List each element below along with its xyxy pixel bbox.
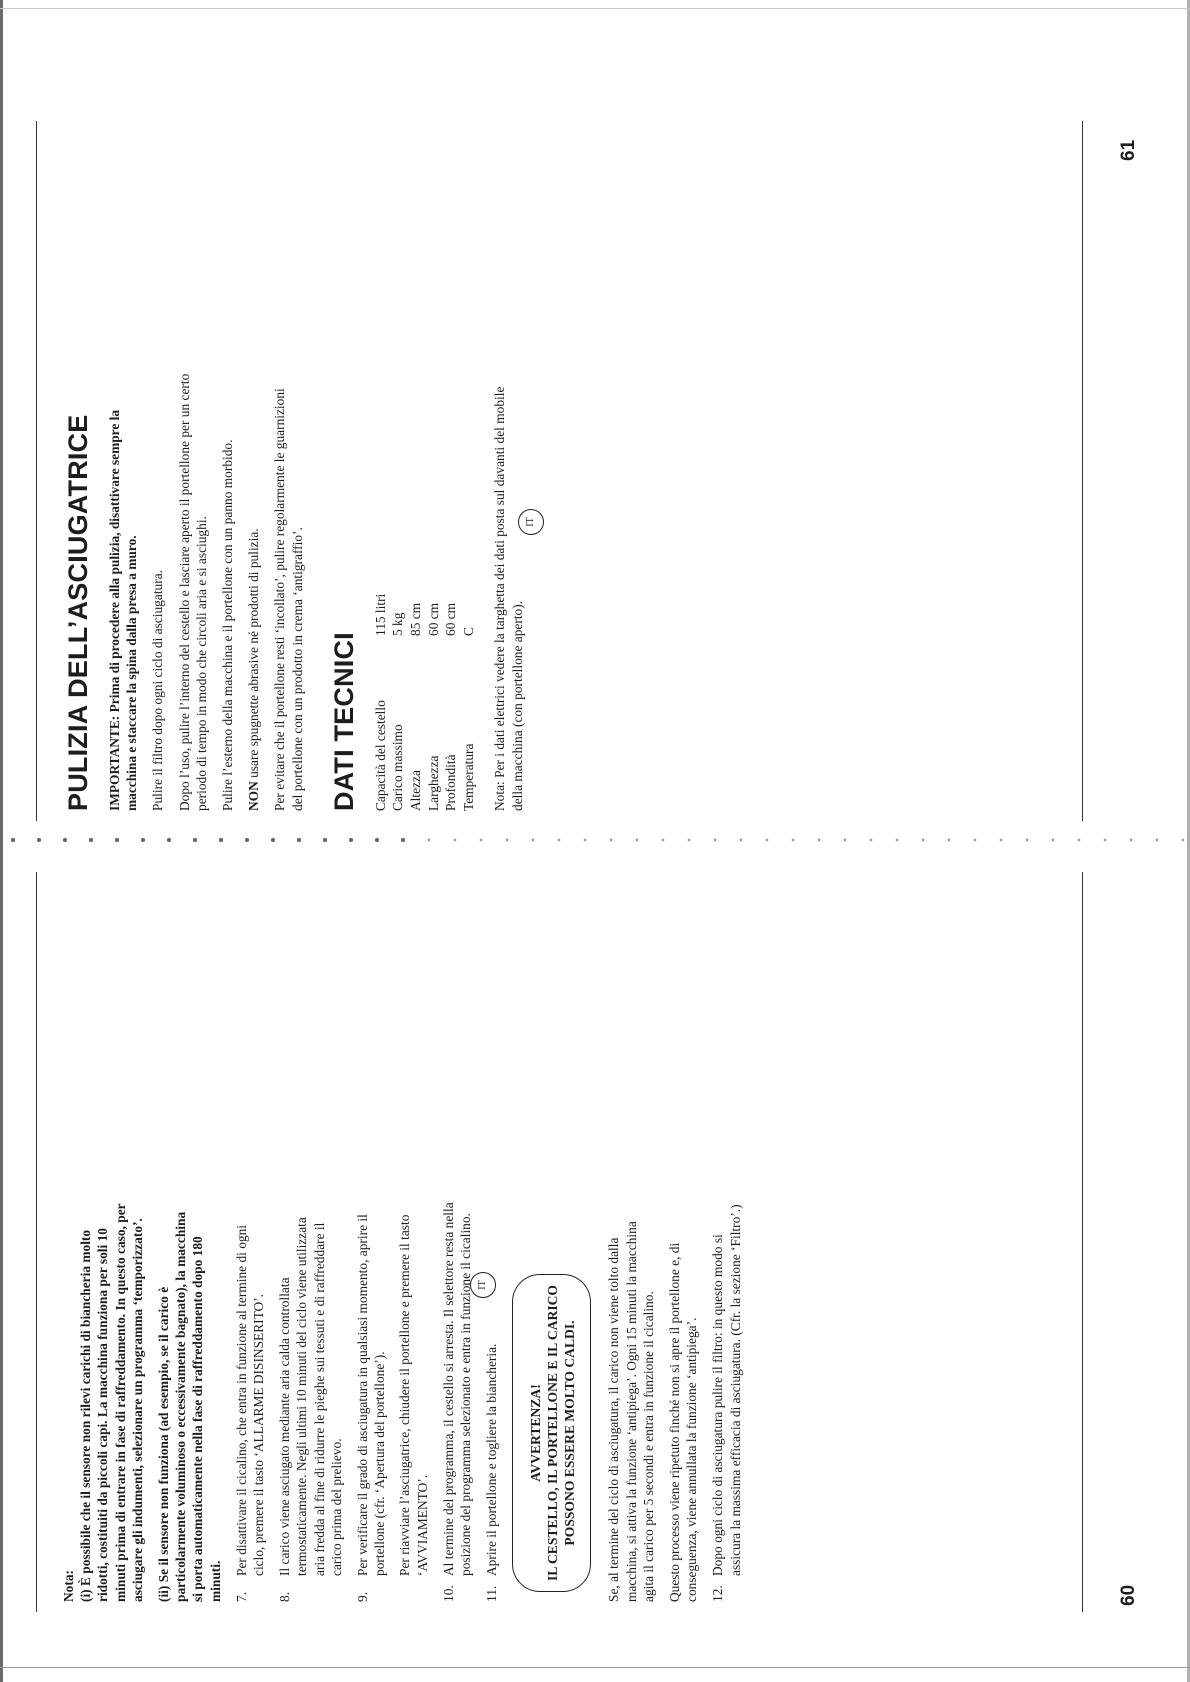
spec-label: Larghezza: [425, 755, 441, 811]
tech-table: [372, 594, 478, 811]
list-item: [709, 1202, 743, 1602]
warning-rest: usare spugnette abrasive né prodotti di pulizia.: [246, 528, 262, 782]
left-column: [60, 1202, 753, 1602]
bottom-rule: [1082, 872, 1083, 1612]
cleaning-heading: PULIZIA DELL’ASCIUGATRICE: [63, 414, 93, 811]
antipiega-text-2: Questo processo viene ripetuto finché non si apre il portellone e, di conseguenza, viene annullata la funzione ‘antipiega’.: [667, 1242, 700, 1602]
language-badge: IT: [518, 509, 544, 535]
warning-bold: NON: [246, 781, 262, 811]
antipiega-text-1: Se, al termine del ciclo di asciugatura, il carico non viene tolto dalla macchina, si attiva la funzione ‘antipiega’. Ogni 15 minuti la macchina agita il carico per 5 secondi e entra in funzione il cicalino.: [606, 1221, 656, 1602]
steps-list-2: [709, 1202, 743, 1602]
list-item: [276, 1202, 345, 1602]
spec-label: Profondità: [443, 754, 459, 811]
step-text: Per riavviare l’asciugatrice, chiudere il portellone e premere il tasto ‘AVVIAMENTO’.: [397, 1214, 430, 1576]
spec-label: Altezza: [408, 770, 424, 811]
warning-box: [512, 1274, 591, 1592]
spec-value: 85 cm: [408, 602, 424, 636]
spec-label: Carico massimo: [390, 724, 406, 811]
tech-heading: DATI TECNICI: [328, 632, 359, 811]
step-number: 8.: [277, 1591, 293, 1602]
table-row: [389, 594, 407, 811]
spec-value: 5 kg: [390, 612, 406, 636]
right-column: [62, 371, 535, 811]
table-row: [425, 594, 443, 811]
top-rule: [36, 872, 37, 1612]
table-row: [460, 594, 478, 811]
note-i: (i) È possibile che il sensore non rilevi carichi di biancheria molto ridotti, costituiti da piccoli capi. La macchina funziona per soli 10 minuti prima di entrare in fase di raffreddamento. In questo caso, per asciugare gli indumenti, selezionare un programma ‘temporizzato’.: [78, 1203, 145, 1602]
page-60: [0, 841, 1190, 1682]
spec-label: Temperatura: [460, 743, 476, 811]
cleaning-warning: [245, 371, 262, 811]
table-row: [372, 594, 390, 811]
table-row: [442, 594, 460, 811]
cleaning-text-last: Per evitare che il portellone resti ‘incollato’, pulire regolarmente le guarnizioni del portellone con un prodotto in crema ‘antigraffio’.: [272, 388, 305, 811]
language-badge: IT: [470, 1272, 496, 1298]
page-number: 61: [1118, 139, 1139, 161]
step-number: 9.: [355, 1591, 371, 1602]
list-item: [233, 1202, 267, 1602]
list-item: [354, 1202, 431, 1602]
step-number: 11.: [484, 1585, 500, 1602]
spec-label: Capacità del cestello: [372, 700, 388, 811]
steps-list: [233, 1202, 501, 1602]
cleaning-text-2: Dopo l’uso, pulire l’interno del cestello e lasciare aperto il portellone per un certo periodo di tempo in modo che circoli aria e si asciughi.: [176, 373, 209, 811]
tech-note: Nota: Per i dati elettrici vedere la targhetta dei dati posta sul davanti del mobile della macchina (con portellone aperto).: [492, 386, 525, 811]
cleaning-text-1: Pulire il filtro dopo ogni ciclo di asciugatura.: [150, 570, 166, 811]
step-text: Al termine del programma, il cestello si arresta. Il selettore resta nella posizione del programma selezionato e entra in funzione il cicalino.: [440, 1202, 474, 1576]
step-text: Per disattivare il cicalino, che entra in funzione al termine di ogni ciclo, premere il tasto ‘ALLARME DISINSERITO’.: [233, 1224, 267, 1576]
top-rule: [36, 121, 37, 821]
step-text: Aprire il portellone e togliere la biancheria.: [484, 1343, 500, 1576]
warning-title: AVVERTENZA!: [528, 1384, 544, 1482]
list-item: [440, 1202, 474, 1602]
spec-value: 60 cm: [425, 602, 441, 636]
important-text: IMPORTANTE: Prima di procedere alla pulizia, disattivare sempre la macchina e staccare la spina dalla presa a muro.: [107, 409, 140, 811]
cleaning-text-3: Pulire l’esterno della macchina e il portellone con un panno morbido.: [220, 439, 236, 811]
list-item: [483, 1202, 500, 1602]
spec-value: 115 litri: [372, 593, 388, 636]
step-text: Dopo ogni ciclo di asciugatura pulire il filtro: in questo modo si assicura la massima efficacia di asciugatura. (Cfr. la sezione ‘Filtro’.): [710, 1204, 743, 1576]
step-text: Per verificare il grado di asciugatura in qualsiasi momento, aprire il portellone (cfr. ‘Apertura del portellone’).: [355, 1214, 388, 1576]
spec-value: C: [460, 627, 476, 636]
step-number: 7.: [233, 1591, 249, 1602]
step-text: Il carico viene asciugato mediante aria calda controllata termostaticamente. Negli ultimi 10 minuti del ciclo viene utilizzata aria fredda al fine di ridurre le pieghe sui tessuti e di raffreddare il carico prima del prelievo.: [277, 1217, 344, 1576]
note-label: Nota:: [61, 1570, 76, 1602]
table-row: [407, 594, 425, 811]
step-number: 12.: [710, 1585, 726, 1602]
bottom-rule: [1082, 121, 1083, 821]
step-number: 10.: [440, 1585, 456, 1602]
page-number: 60: [1118, 1584, 1139, 1606]
warning-body: IL CESTELLO, IL PORTELLONE E IL CARICO POSSONO ESSERE MOLTO CALDI.: [545, 1284, 578, 1582]
note-ii: (ii) Se il sensore non funziona (ad esempio, se il carico è particolarmente voluminoso o eccessivamente bagnato), la macchina si porta automaticamente nella fase di raffreddamento dopo 180 minuti.: [156, 1211, 223, 1602]
spec-value: 60 cm: [443, 602, 459, 636]
